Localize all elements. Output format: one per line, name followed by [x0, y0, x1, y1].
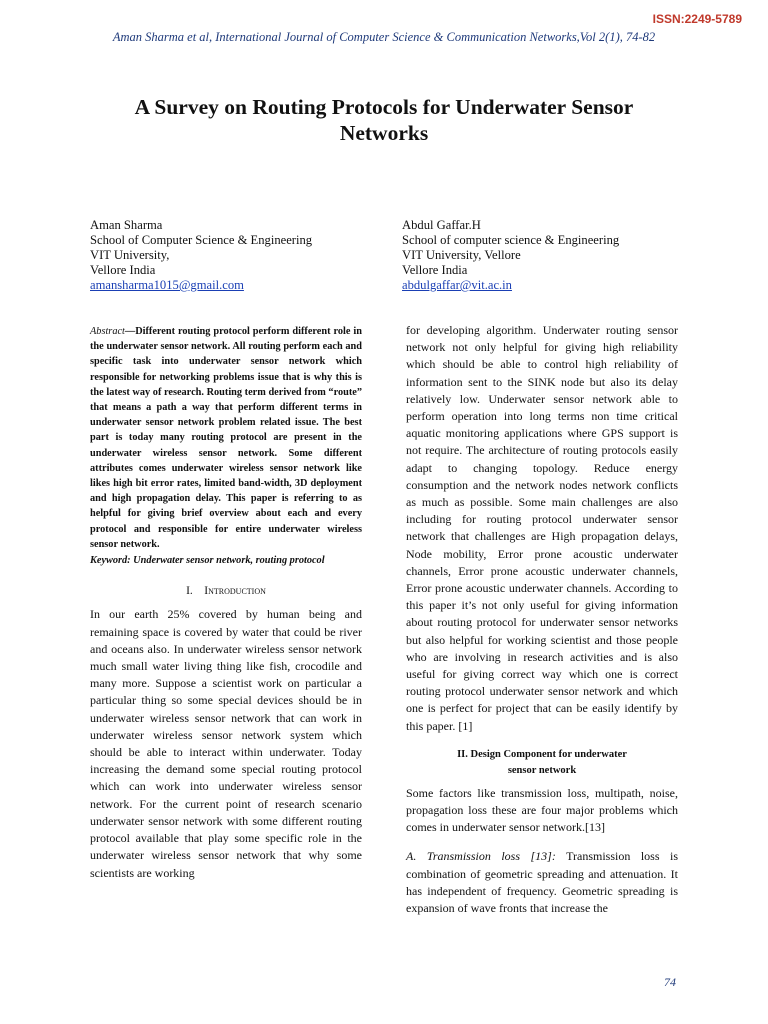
abstract-label: Abstract — [90, 326, 125, 337]
section-number: I. — [186, 585, 193, 598]
author-dept: School of computer science & Engineering — [402, 233, 620, 247]
running-header: Aman Sharma et al, International Journal of Computer Science & Communication Networks,Vol 2(1), 74-82 — [112, 30, 656, 44]
left-column — [90, 324, 362, 882]
author-block-1 — [90, 218, 312, 293]
author-loc: Vellore India — [402, 263, 468, 277]
paper-title: A Survey on Routing Protocols for Underwater Sensor Networks — [134, 95, 634, 145]
section-title-line1: II. Design Component for underwater — [457, 748, 627, 760]
author-univ: VIT University, Vellore — [402, 248, 521, 262]
right-column — [406, 322, 678, 917]
page-number: 74 — [664, 975, 676, 989]
section-title: Introduction — [204, 585, 266, 598]
author-email-link[interactable]: amansharma1015@gmail.com — [90, 278, 244, 292]
subsection-label: A. Transmission loss [13]: — [406, 849, 556, 864]
section-heading-introduction — [90, 583, 362, 600]
subsection-paragraph — [406, 848, 678, 917]
author-loc: Vellore India — [90, 263, 156, 277]
abstract-text: —Different routing protocol perform different role in the underwater sensor network. All routing perform each and specific task into underwater sensor network which responsible for networking problems issue that is why this is the latest way of research. Routing term derived from “route” that means a path a way that perform different terms in underwater sensor network problem related issue. The best part is today many routing protocol are present in the underwater wireless sensor network. Some different attributes comes underwater wireless sensor network like likes high bit error rates, limited band-width, 3D deployment and high propagation delay. This paper is referring to as helpful for giving brief overview about each and every protocol and responsible for entire underwater wireless sensor network. — [90, 326, 362, 550]
section-heading-design — [406, 747, 678, 779]
author-block-2 — [402, 218, 619, 293]
intro-paragraph: In our earth 25% covered by human being and remaining space is covered by water that could be river and oceans also. In underwater wireless sensor network much small water living thing like fish, crocodile and many more. Suppose a scientist work on particular a particular thing so some special devices should be in underwater wireless sensor network that can work in underwater wireless sensor network system which should be able to interact within underwater. Today increasing the demand some special routing protocol which can work into underwater wireless sensor network. For the current point of research scenario underwater sensor network with some different routing protocol available that play some specific role in the underwater wireless sensor network that why some scientists are working — [90, 607, 362, 880]
keywords: Keyword: Underwater sensor network, routing protocol — [90, 555, 325, 567]
author-dept: School of Computer Science & Engineering — [90, 233, 313, 247]
author-name: Abdul Gaffar.H — [402, 218, 481, 232]
section-title-line2: sensor network — [507, 764, 577, 776]
subsection-text: Transmission loss is combination of geometric spreading and attenuation. It has independent of frequency. Geometric spreading is expansion of wave fronts that increase the — [406, 849, 678, 916]
right-paragraph: for developing algorithm. Underwater routing sensor network not only helpful for giving high reliability which should be able to control high reliability of information sent to the SINK node but also its delay relatively low. Underwater sensor network able to perform operation into long terms non time critical aquatic monitoring applications where GPS support is not require. The architecture of routing protocols easily adapt to changing topology. Reduce energy consumption and the network nodes network conflicts as much as possible. Some main challenges are also including for routing protocol underwater sensor network that challenges are High propagation delays, Node mobility, Error prone acoustic underwater channels, Error prone acoustic underwater channels, Error prone acoustic underwater channels. According to this paper it’s not only useful for giving information about routing protocol for underwater sensor networks but also helpful for working scientist and those people who are involving in research activities and is also useful for giving correct way which one is correct routing protocol underwater sensor network and which one is perfect for project that can be easily identify by this paper. [1] — [406, 323, 678, 733]
author-email-link[interactable]: abdulgaffar@vit.ac.in — [402, 278, 512, 292]
abstract — [90, 324, 362, 552]
author-univ: VIT University, — [90, 248, 170, 262]
issn: ISSN:2249-5789 — [652, 12, 742, 26]
author-name: Aman Sharma — [90, 218, 163, 232]
design-paragraph: Some factors like transmission loss, multipath, noise, propagation loss these are four major problems which comes in underwater sensor network.[13] — [406, 785, 678, 835]
